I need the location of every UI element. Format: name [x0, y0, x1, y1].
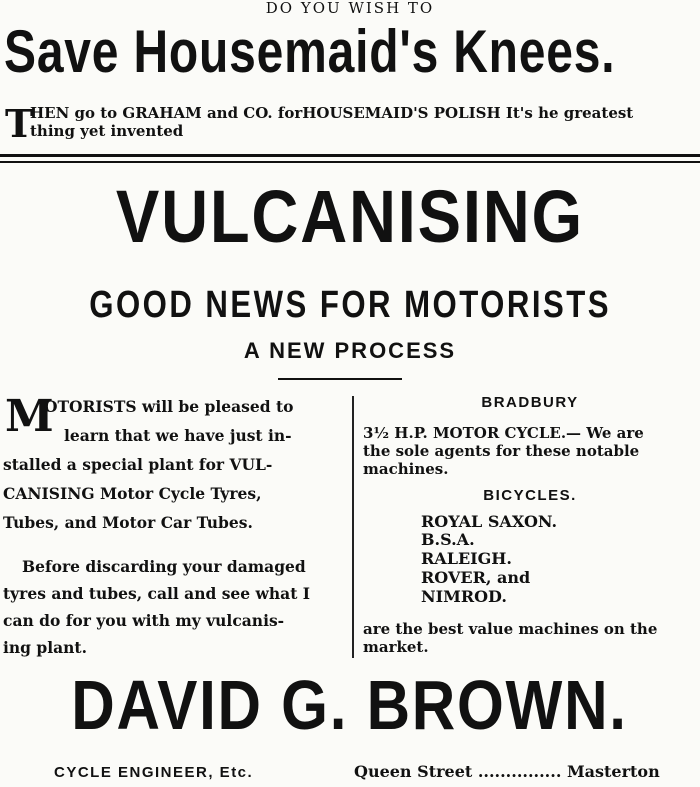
vulcanising-title: VULCANISING [116, 175, 584, 258]
left-col-para2-line-1: Before discarding your damaged [22, 557, 306, 576]
divider-rule-thin [0, 161, 700, 163]
dropcap-m: M [5, 391, 54, 442]
polish-ad-line-2: thing yet invented [30, 122, 184, 140]
bradbury-line-3: machines. [363, 460, 449, 478]
bradbury-line-2: the sole agents for these notable [363, 442, 640, 460]
good-news-subtitle: GOOD NEWS FOR MOTORISTS [89, 284, 611, 326]
footer-address: Queen Street ............... Masterton [354, 762, 660, 781]
left-col-line-3: stalled a special plant for VUL- [3, 455, 273, 474]
left-col-line-5: Tubes, and Motor Car Tubes. [3, 513, 253, 532]
left-col-line-2: learn that we have just in- [64, 426, 292, 445]
short-rule [278, 378, 402, 380]
closing-line-2: market. [363, 638, 429, 656]
left-col-line-1: OTORISTS will be pleased to [44, 397, 294, 416]
bicycles-heading: BICYCLES. [483, 487, 577, 504]
bicycle-brand: ROVER, and [421, 568, 531, 587]
bicycle-brand: ROYAL SAXON. [421, 512, 558, 531]
left-col-line-4: CANISING Motor Cycle Tyres, [3, 484, 262, 503]
left-col-para2-line-2: tyres and tubes, call and see what I [3, 584, 311, 603]
left-col-para2-line-3: can do for you with my vulcanis- [3, 611, 285, 630]
new-process-tagline: A NEW PROCESS [243, 338, 457, 363]
bradbury-line-1: 3½ H.P. MOTOR CYCLE.— We are [363, 424, 644, 442]
bicycle-brand: B.S.A. [421, 530, 475, 549]
advertiser-name: DAVID G. BROWN. [71, 666, 629, 744]
dropcap-t: T [5, 101, 34, 146]
bicycle-brand: NIMROD. [421, 587, 507, 606]
housemaid-headline: Save Housemaid's Knees. [4, 18, 616, 85]
kicker-text: DO YOU WISH TO [265, 0, 435, 17]
closing-line-1: are the best value machines on the [363, 620, 658, 638]
bicycle-brand: RALEIGH. [421, 549, 512, 568]
divider-rule-thick [0, 154, 700, 157]
footer-trade: CYCLE ENGINEER, Etc. [54, 764, 254, 781]
bradbury-heading: BRADBURY [481, 394, 579, 411]
left-col-para2-line-4: ing plant. [3, 638, 87, 657]
polish-ad-line-1: HEN go to GRAHAM and CO. forHOUSEMAID'S POLISH It's he greatest [30, 104, 634, 122]
